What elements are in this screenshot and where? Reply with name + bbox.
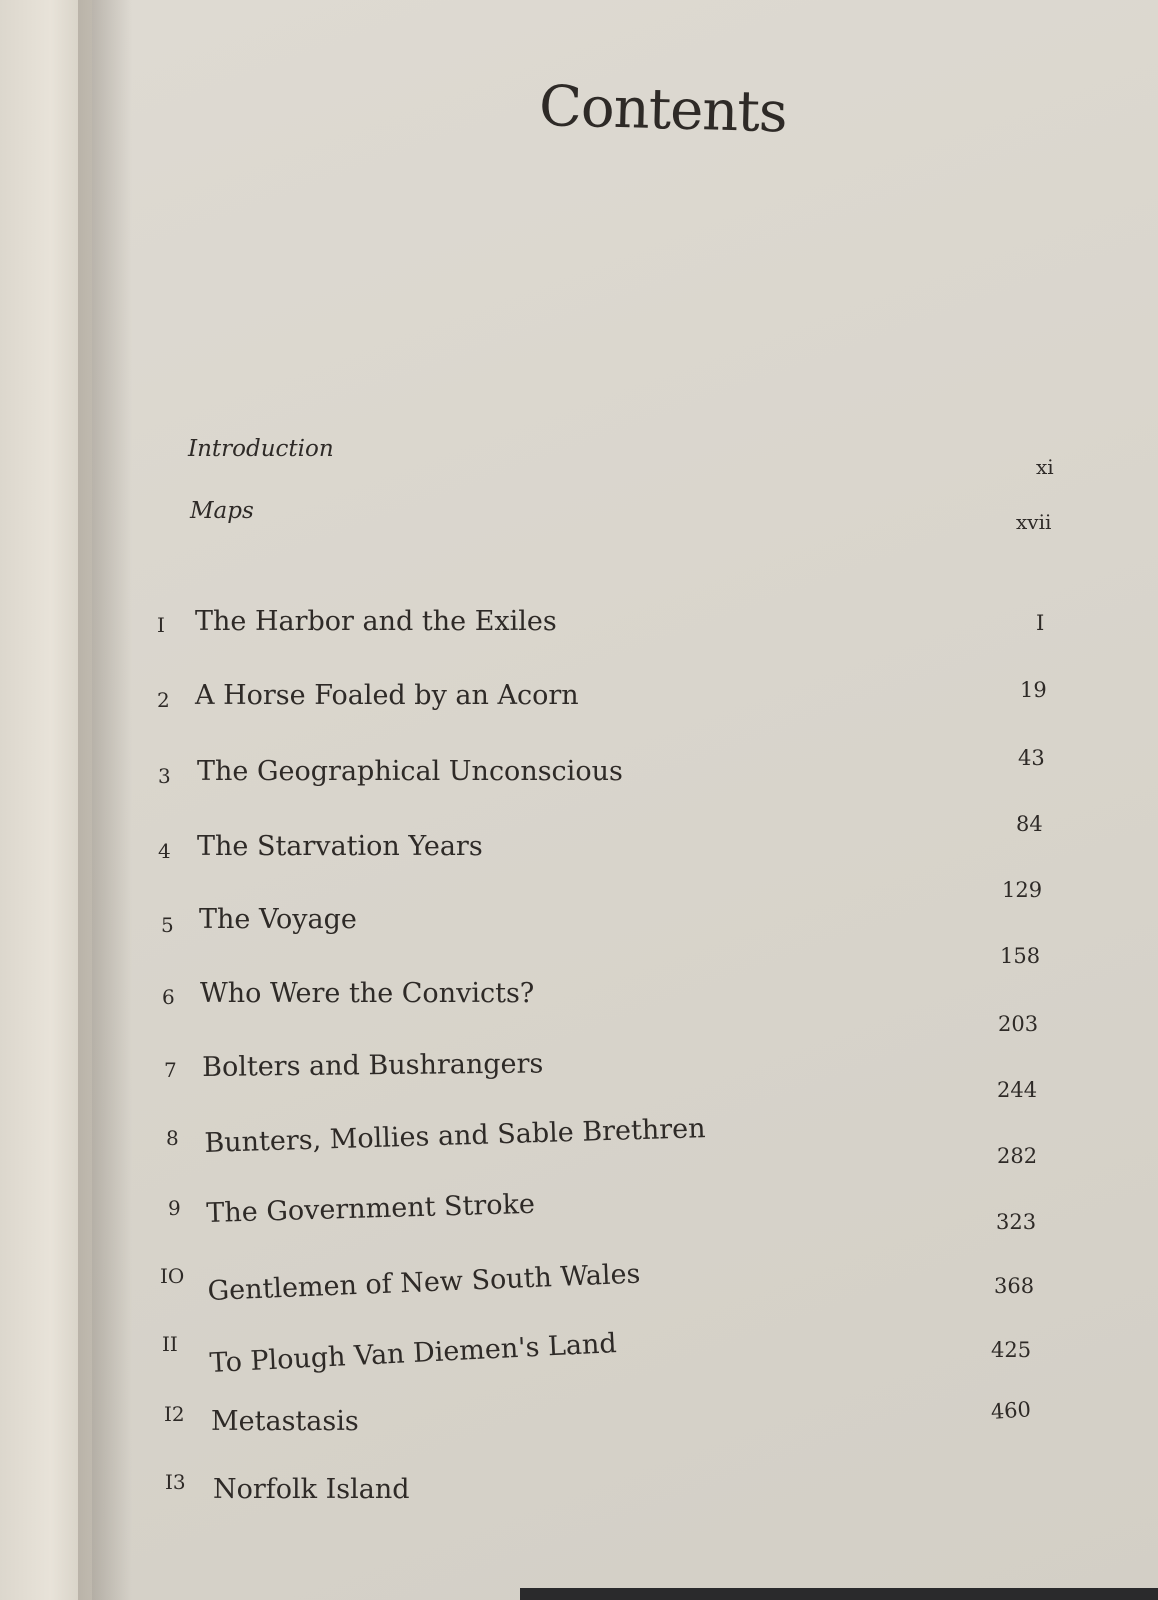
chapter-title: The Geographical Unconscious xyxy=(197,756,623,787)
chapter-number: 6 xyxy=(162,985,175,1009)
chapter-title: Who Were the Convicts? xyxy=(200,978,535,1009)
chapter-page: 244 xyxy=(997,1078,1038,1102)
chapter-number: I3 xyxy=(165,1470,186,1494)
chapter-number: 7 xyxy=(164,1058,177,1082)
chapter-page: 43 xyxy=(1018,746,1045,770)
chapter-page: 19 xyxy=(1020,678,1047,702)
chapter-title: Gentlemen of New South Wales xyxy=(207,1258,641,1307)
chapter-number: II xyxy=(162,1332,178,1356)
chapter-title: A Horse Foaled by an Acorn xyxy=(195,680,579,711)
chapter-number: 8 xyxy=(166,1126,179,1150)
chapter-page: I xyxy=(1036,611,1045,635)
chapter-page: 323 xyxy=(996,1210,1037,1234)
front-matter-page: xvii xyxy=(1016,510,1052,534)
front-matter-title: Maps xyxy=(190,498,254,524)
chapter-page: 425 xyxy=(991,1338,1032,1362)
chapter-title: The Government Stroke xyxy=(206,1188,536,1229)
table-surface xyxy=(520,1588,1158,1600)
chapter-page: 368 xyxy=(994,1274,1035,1298)
front-matter-page: xi xyxy=(1036,455,1054,479)
chapter-number: IO xyxy=(160,1264,185,1288)
page-shadow xyxy=(92,0,132,1600)
chapter-title: Norfolk Island xyxy=(213,1474,410,1505)
chapter-page: 158 xyxy=(1000,944,1041,968)
chapter-title: Metastasis xyxy=(211,1406,359,1437)
chapter-title: Bunters, Mollies and Sable Brethren xyxy=(204,1113,706,1159)
chapter-page: 203 xyxy=(998,1012,1039,1036)
chapter-title: The Voyage xyxy=(199,904,357,935)
chapter-number: 9 xyxy=(168,1196,181,1220)
chapter-number: I2 xyxy=(164,1402,185,1426)
chapter-number: 2 xyxy=(157,688,170,712)
chapter-page: 460 xyxy=(990,1397,1032,1424)
front-matter-title: Introduction xyxy=(188,436,334,462)
chapter-number: 5 xyxy=(161,913,174,937)
chapter-title: To Plough Van Diemen's Land xyxy=(209,1328,618,1379)
chapter-title: Bolters and Bushrangers xyxy=(202,1048,544,1083)
chapter-title: The Starvation Years xyxy=(197,831,483,862)
chapter-title: The Harbor and the Exiles xyxy=(195,606,557,637)
chapter-number: 4 xyxy=(158,839,171,863)
chapter-page: 84 xyxy=(1016,812,1043,836)
chapter-page: 129 xyxy=(1002,878,1043,902)
page-title: Contents xyxy=(538,74,788,146)
chapter-page: 282 xyxy=(997,1144,1038,1168)
chapter-number: 3 xyxy=(158,764,171,788)
chapter-number: I xyxy=(157,613,165,637)
